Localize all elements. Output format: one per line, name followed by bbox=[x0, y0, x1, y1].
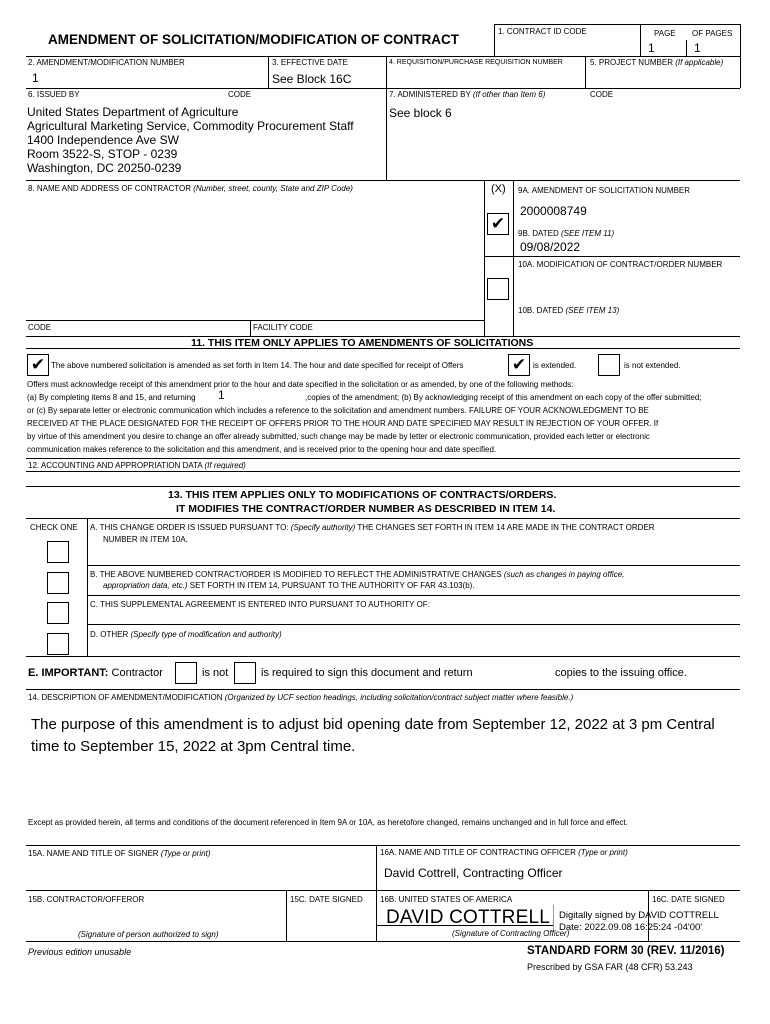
issuer-line: Agricultural Marketing Service, Commodity Procurement Staff bbox=[27, 119, 354, 133]
not-extended-checkbox[interactable] bbox=[598, 354, 620, 376]
modification-contract-label: 10A. MODIFICATION OF CONTRACT/ORDER NUMBER bbox=[518, 260, 723, 269]
issuer-address bbox=[27, 105, 354, 175]
contractor-offeror-label: 15B. CONTRACTOR/OFFEROR bbox=[28, 895, 145, 904]
option-c-checkbox[interactable] bbox=[47, 602, 69, 624]
administered-by-value[interactable]: See block 6 bbox=[389, 106, 452, 120]
issued-by-code-label: CODE bbox=[228, 90, 252, 99]
digital-signature-line2: Date: 2022.09.08 16:25:24 -04'00' bbox=[559, 922, 703, 933]
amendment-solicitation-value[interactable]: 2000008749 bbox=[520, 204, 587, 218]
amendment-solicitation-label: 9A. AMENDMENT OF SOLICITATION NUMBER bbox=[518, 186, 691, 195]
issuer-line: Washington, DC 20250-0239 bbox=[27, 161, 182, 175]
modification-checkbox[interactable] bbox=[487, 278, 509, 300]
amendment-number-value[interactable]: 1 bbox=[32, 71, 39, 85]
date-signed-16c-label: 16C. DATE SIGNED bbox=[652, 895, 725, 904]
option-d-checkbox[interactable] bbox=[47, 633, 69, 655]
item13-heading1: 13. THIS ITEM APPLIES ONLY TO MODIFICATIONS OF CONTRACTS/ORDERS. bbox=[168, 489, 557, 501]
administered-by-code-label: CODE bbox=[590, 90, 614, 99]
requisition-number-label: 4. REQUISITION/PURCHASE REQUISITION NUMBER bbox=[389, 59, 563, 66]
date-signed-15c-label: 15C. DATE SIGNED bbox=[290, 895, 363, 904]
description-label: 14. DESCRIPTION OF AMENDMENT/MODIFICATION (Organized by UCF section headings, including solicitation/contract subject matter where feasible.) bbox=[28, 693, 574, 702]
form-title: AMENDMENT OF SOLICITATION/MODIFICATION OF CONTRACT bbox=[48, 32, 459, 47]
officer-name-label: 16A. NAME AND TITLE OF CONTRACTING OFFICER (Type or print) bbox=[380, 848, 628, 857]
page-label: PAGE bbox=[654, 29, 676, 38]
option-c-text: C. THIS SUPPLEMENTAL AGREEMENT IS ENTERED INTO PURSUANT TO AUTHORITY OF: bbox=[90, 600, 430, 609]
checkmark-icon[interactable]: ✔ bbox=[508, 354, 530, 376]
of-pages-label: OF PAGES bbox=[692, 29, 733, 38]
dated-10b-label: 10B. DATED (SEE ITEM 13) bbox=[518, 306, 620, 315]
option-a-text-line2: NUMBER IN ITEM 10A. bbox=[103, 535, 188, 544]
form-number: STANDARD FORM 30 (REV. 11/2016) bbox=[527, 945, 725, 957]
option-d-text: D. OTHER (Specify type of modification and authority) bbox=[90, 630, 282, 639]
not-extended-label: is not extended. bbox=[624, 361, 681, 370]
officer-signature-caption: (Signature of Contracting Officer) bbox=[452, 929, 570, 938]
code-label: CODE bbox=[28, 323, 52, 332]
is-required-checkbox[interactable] bbox=[234, 662, 256, 684]
item11-heading: 11. THIS ITEM ONLY APPLIES TO AMENDMENTS OF SOLICITATIONS bbox=[191, 337, 534, 349]
dated-9b-value[interactable]: 09/08/2022 bbox=[520, 240, 581, 254]
description-line2: time to September 15, 2022 at 3pm Central time. bbox=[31, 738, 356, 755]
item11-text: by virtue of this amendment you desire to change an offer already submitted, such change may be made by letter or electronic communication, provided each letter or electronic bbox=[27, 432, 650, 441]
checkmark-icon[interactable]: ✔ bbox=[27, 354, 49, 376]
is-not-checkbox[interactable] bbox=[175, 662, 197, 684]
administered-by-label: 7. ADMINISTERED BY (If other than Item 6) bbox=[389, 90, 546, 99]
dated-9b-label: 9B. DATED (SEE ITEM 11) bbox=[518, 229, 615, 238]
option-b-checkbox[interactable] bbox=[47, 572, 69, 594]
effective-date-label: 3. EFFECTIVE DATE bbox=[272, 58, 348, 67]
united-states-label: 16B. UNITED STATES OF AMERICA bbox=[380, 895, 513, 904]
copies-to-issuing-label: copies to the issuing office. bbox=[555, 667, 687, 679]
important-label: E. IMPORTANT: Contractor bbox=[28, 667, 163, 679]
x-column-label: (X) bbox=[491, 183, 506, 195]
option-a-checkbox[interactable] bbox=[47, 541, 69, 563]
amendment-number-label: 2. AMENDMENT/MODIFICATION NUMBER bbox=[28, 58, 185, 67]
contractor-signature-caption: (Signature of person authorized to sign) bbox=[78, 930, 219, 939]
accounting-data-label: 12. ACCOUNTING AND APPROPRIATION DATA (If required) bbox=[28, 461, 246, 470]
check-one-label: CHECK ONE bbox=[30, 523, 78, 532]
digital-signature-line1: Digitally signed by DAVID COTTRELL bbox=[559, 910, 719, 921]
previous-edition-note: Previous edition unusable bbox=[28, 947, 132, 957]
description-line1: The purpose of this amendment is to adjust bid opening date from September 12, 2022 at 3 pm Central bbox=[31, 716, 715, 733]
item11-text: RECEIVED AT THE PLACE DESIGNATED FOR THE RECEIPT OF OFFERS PRIOR TO THE HOUR AND DATE SPECIFIED MAY RESULT IN REJECTION OF YOUR OFFER. If bbox=[27, 419, 659, 428]
signature-name[interactable]: DAVID COTTRELL bbox=[386, 907, 550, 928]
signature-divider bbox=[553, 905, 554, 931]
page-value: 1 bbox=[648, 41, 655, 55]
checkmark-icon[interactable]: ✔ bbox=[487, 213, 509, 235]
project-number-label: 5. PROJECT NUMBER (If applicable) bbox=[590, 58, 724, 67]
prescribed-by: Prescribed by GSA FAR (48 CFR) 53.243 bbox=[527, 962, 693, 972]
except-text: Except as provided herein, all terms and conditions of the document referenced in Item 9A or 10A, as heretofore changed, remains unchanged and in full force and effect. bbox=[28, 818, 628, 827]
methods-a-text: (a) By completing items 8 and 15, and returning bbox=[27, 393, 196, 402]
option-a-text: A. THIS CHANGE ORDER IS ISSUED PURSUANT TO: (Specify authority) THE CHANGES SET FORTH IN ITEM 14 ARE MADE IN THE CONTRACT ORDER bbox=[90, 523, 655, 532]
item13-heading2: IT MODIFIES THE CONTRACT/ORDER NUMBER AS DESCRIBED IN ITEM 14. bbox=[176, 503, 556, 515]
item11-line1: The above numbered solicitation is amended as set forth in Item 14. The hour and date specified for receipt of Offers bbox=[51, 361, 464, 370]
option-b-text-line2: appropriation data, etc.) SET FORTH IN ITEM 14, PURSUANT TO THE AUTHORITY OF FAR 43.103(b). bbox=[103, 581, 475, 590]
issuer-line: United States Department of Agriculture bbox=[27, 105, 239, 119]
is-required-label: is required to sign this document and return bbox=[261, 667, 473, 679]
issued-by-label: 6. ISSUED BY bbox=[28, 90, 80, 99]
copies-value[interactable]: 1 bbox=[218, 388, 225, 402]
officer-name-value[interactable]: David Cottrell, Contracting Officer bbox=[384, 866, 563, 880]
contractor-address-label: 8. NAME AND ADDRESS OF CONTRACTOR (Number, street, county, State and ZIP Code) bbox=[28, 184, 353, 193]
item11-text: communication makes reference to the solicitation and this amendment, and is received prior to the opening hour and date specified. bbox=[27, 445, 497, 454]
of-pages-value: 1 bbox=[694, 41, 701, 55]
contract-id-label: 1. CONTRACT ID CODE bbox=[498, 27, 587, 36]
signer-name-label: 15A. NAME AND TITLE OF SIGNER (Type or print) bbox=[28, 849, 211, 858]
issuer-line: Room 3522-S, STOP - 0239 bbox=[27, 147, 178, 161]
item11-text: or (c) By separate letter or electronic communication which includes a reference to the solicitation and amendment numbers. FAILURE OF YOUR ACKNOWLEDGMENT TO BE bbox=[27, 406, 649, 415]
effective-date-value[interactable]: See Block 16C bbox=[272, 72, 352, 86]
extended-label: is extended. bbox=[533, 361, 577, 370]
is-not-label: is not bbox=[202, 667, 229, 679]
option-b-text: B. THE ABOVE NUMBERED CONTRACT/ORDER IS MODIFIED TO REFLECT THE ADMINISTRATIVE CHANGES (such as changes in paying office, bbox=[90, 570, 625, 579]
issuer-line: 1400 Independence Ave SW bbox=[27, 133, 179, 147]
methods-b-text: ,copies of the amendment; (b) By acknowledging receipt of this amendment on each copy of the offer submitted; bbox=[305, 393, 702, 402]
facility-code-label: FACILITY CODE bbox=[253, 323, 313, 332]
item11-text: Offers must acknowledge receipt of this amendment prior to the hour and date specified in the solicitation or as amended, by one of the following methods: bbox=[27, 380, 574, 389]
